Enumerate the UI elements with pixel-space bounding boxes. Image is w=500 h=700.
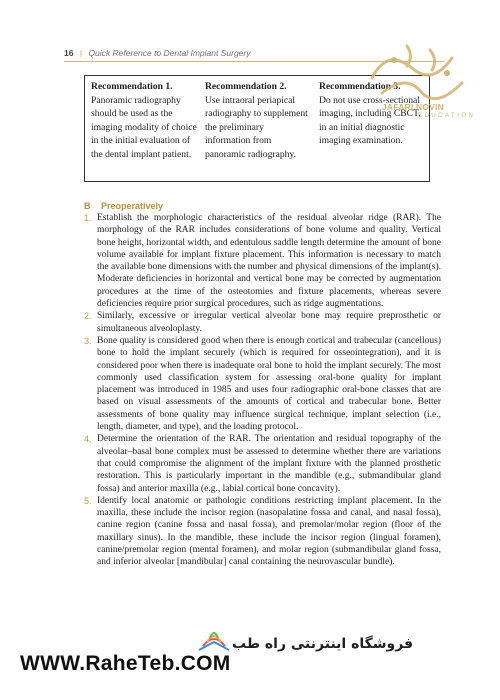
recommendation-body: Use intraoral periapical radiography to supplement the preliminary information from panoramic radiography. [205,94,308,160]
item-number: 3. [84,335,92,346]
recommendation-body: Panoramic radiography should be used as the imaging modality of choice in the initial evaluation of the dental implant patient. [91,94,197,160]
section-title: Preoperatively [101,201,164,211]
list-item [84,335,441,433]
list-item [84,495,441,569]
list-item [84,310,441,335]
item-text: Identify local anatomic or pathologic conditions restricting implant placement. In the maxilla, these include the incisor region (nasopalatine fossa and canal, and nasal fossa), canine region (canine fossa and nasal fossa), and premolar/molar region (floor of the maxillary sinus). In the mandible, these include the incisor region (lingual foramen), canine/premolar region (mental foramen), and molar region (submandibular gland fossa, and inferior alveolar [mandibular] canal containing the neurovascular bundle). [97,495,441,568]
running-header [64,48,251,58]
list-item [84,212,441,310]
recommendation-1 [91,80,197,177]
book-title: Quick Reference to Dental Implant Surgery [88,48,251,58]
numbered-list [84,212,441,569]
recommendation-body: Do not use cross-sectional imaging, including CBCT, in an initial diagnostic imaging examination. [319,94,421,147]
watermark-url: WWW.RaheTeb.COM [20,652,231,675]
recommendation-title: Recommendation 2. [205,81,287,92]
item-text: Bone quality is considered good when there is enough cortical and trabecular (cancellous) bone to hold the implant securely (which is required for osseointegration), and it is considered poor when there is inadequate oral bone to hold the implant securely. The most commonly used classification system for assessing oral-bone quality for implant placement was introduced in 1985 and uses four radiographic oral-bone classes that are based on visual assessments of the amounts of cortical and trabecular bone. Better assessments of bone quality may influence surgical technique, implant selection (i.e., length, diameter, and type), and the loading protocol. [97,335,441,433]
item-number: 2. [84,311,92,322]
item-text: Similarly, excessive or irregular vertical alveolar bone may require preprosthetic or simultaneous alveoloplasty. [97,311,441,334]
watermark-persian-text: فروشگاه اینترنتی راه طب [232,636,414,652]
header-separator: | [79,48,83,58]
item-number: 5. [84,495,92,506]
section-heading [84,201,163,211]
recommendation-title: Recommendation 3. [319,81,401,92]
item-text: Determine the orientation of the RAR. The orientation and residual topography of the alveolar–basal bone complex must be assessed to determine whether there are variations that could compromise the alignment of the implant fixture with the planned prosthetic restoration. This is particularly important in the mandible (e.g., submandibular gland fossa) and anterior maxilla (e.g., labial cortical bone concavity). [97,434,441,494]
recommendation-2 [205,80,311,177]
page-number: 16 [64,48,74,58]
watermark-logo-sub: EDUCATION [418,113,476,119]
item-number: 1. [84,213,92,223]
section-letter: B [84,201,91,211]
item-text: Establish the morphologic characteristics of the residual alveolar ridge (RAR). The morphology of the RAR includes considerations of bone volume and quality. Vertical bone height, horizontal width, and edentulous saddle length determine the amount of bone volume available for implant fixture placement. This information is necessary to match the available bone dimensions with the number and physical dimensions of the implant(s). Moderate deficiencies in horizontal and vertical bone may be corrected by augmentation procedures at the time of the osteotomies and fixture placements, whereas severe deficiencies require prior surgical procedures, such as ridge augmentations. [97,213,441,310]
list-item [84,433,441,494]
watermark-logo-name: JAFARI NOVIN [382,102,444,112]
recommendation-title: Recommendation 1. [91,81,173,92]
item-number: 4. [84,434,92,445]
